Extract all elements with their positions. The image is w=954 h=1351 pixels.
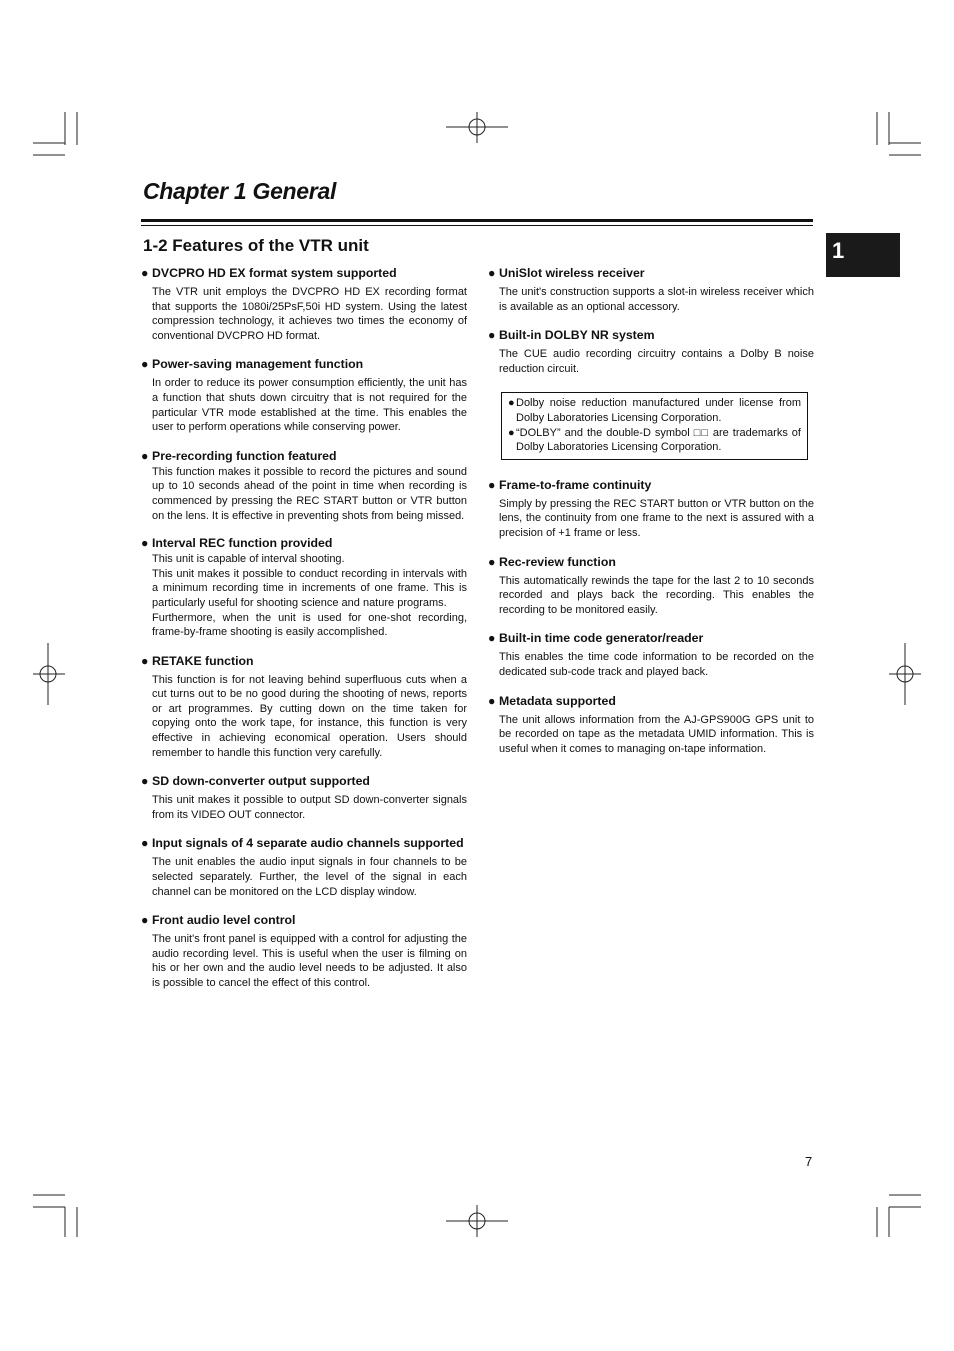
feature-front-audio-level <box>141 913 467 990</box>
feature-heading: ● Interval REC function provided <box>141 536 333 551</box>
feature-heading: ● SD down-converter output supported <box>141 774 370 789</box>
feature-body: This enables the time code information to be recorded on the dedicated sub-code track and played back. <box>499 651 814 678</box>
feature-dvcpro-hd-ex <box>141 266 467 343</box>
page-number: 7 <box>805 1154 813 1169</box>
feature-time-code <box>488 631 814 679</box>
bullet-icon: ● <box>141 448 149 463</box>
bullet-icon: ● <box>141 836 149 851</box>
feature-heading: ● Front audio level control <box>141 913 296 928</box>
feature-body: The unit allows information from the AJ-GPS900G GPS unit to be recorded on tape as the metadata UMID information. This is useful when it comes to managing on-tape information. <box>499 713 814 755</box>
left-column <box>141 266 467 991</box>
double-d-symbol-icon: □□ <box>693 426 709 439</box>
feature-audio-channels <box>141 836 467 899</box>
title-rule-thick <box>141 219 813 222</box>
feature-heading: ● Pre-recording function featured <box>141 448 337 463</box>
bullet-icon: ● <box>508 397 515 410</box>
feature-body: The VTR unit employs the DVCPRO HD EX recording format that supports the 1080i/25PsF,50i HD system. Using the latest compression technology, it achieves two times the economy of conventional DVCPRO HD format. <box>152 286 467 342</box>
feature-power-saving <box>141 357 467 434</box>
feature-dolby-nr <box>488 328 814 376</box>
feature-heading: ● UniSlot wireless receiver <box>488 266 645 280</box>
section-title: 1-2 Features of the VTR unit <box>143 236 369 255</box>
feature-sd-down-converter <box>141 774 467 822</box>
feature-body: Simply by pressing the REC START button or VTR button on the lens, the continuity from one frame to the next is assured with a precision of +1 frame or less. <box>499 497 814 539</box>
bullet-icon: ● <box>141 653 149 668</box>
bullet-icon: ● <box>488 266 496 280</box>
feature-heading: ● Built-in time code generator/reader <box>488 631 704 646</box>
feature-body: The unit's construction supports a slot-in wireless receiver which is available as an optional accessory. <box>499 286 814 313</box>
feature-heading: ● Metadata supported <box>488 693 616 708</box>
bullet-icon: ● <box>488 477 496 492</box>
feature-body: This function makes it possible to record the pictures and sound up to 10 seconds ahead of the point in time when recording is commenced by pressing the REC START button or VTR button on the lens. It is effective in preventing shots from being missed. <box>152 465 467 522</box>
feature-body: This automatically rewinds the tape for the last 2 to 10 seconds recorded and plays back the recording. This enables the recording to be monitored easily. <box>499 574 814 616</box>
bullet-icon: ● <box>488 631 496 646</box>
feature-body: The unit enables the audio input signals in four channels to be selected separately. Further, the level of the signal in each channel can be monitored on the LCD display window. <box>152 856 467 898</box>
bullet-icon: ● <box>488 328 496 343</box>
bullet-icon: ● <box>141 357 149 372</box>
feature-heading: ● Frame-to-frame continuity <box>488 477 652 492</box>
note-line: ● Dolby noise reduction manufactured under license from Dolby Laboratories Licensing Corporation. <box>508 397 801 424</box>
title-rule-thin <box>141 225 813 226</box>
feature-frame-continuity <box>488 478 814 541</box>
feature-body: In order to reduce its power consumption efficiently, the unit has a function that shuts down circuitry that is not required for the particular VTR mode established at the time. This enables the user to perform operations while conserving power. <box>152 377 467 434</box>
feature-unislot <box>488 266 814 314</box>
bullet-icon: ● <box>141 266 149 280</box>
chapter-tab: 1 <box>826 233 900 277</box>
feature-heading: ● RETAKE function <box>141 653 254 668</box>
feature-heading: ● Rec-review function <box>488 554 616 569</box>
feature-heading: ● Power-saving management function <box>141 357 364 372</box>
bullet-icon: ● <box>488 554 496 569</box>
feature-body: This unit is capable of interval shooting. This unit makes it possible to conduct recording in intervals with a minimum recording time in increments of one frame. This is particularly useful for shooting science and nature programs. Furthermore, when the unit is used for one-shot recording, frame-by-frame shooting is easily accomplished. <box>152 553 467 639</box>
chapter-title: Chapter 1 General <box>143 178 337 204</box>
bullet-icon: ● <box>141 774 149 789</box>
feature-heading: ● DVCPRO HD EX format system supported <box>141 266 397 280</box>
right-column <box>488 266 814 756</box>
bullet-icon: ● <box>141 913 149 928</box>
feature-interval-rec <box>141 536 467 640</box>
feature-body: The unit's front panel is equipped with a control for adjusting the audio recording level. This is useful when the user is filming on his or her own and the audio level needs to be adjusted. It also is possible to cancel the effect of this control. <box>152 933 467 989</box>
bullet-icon: ● <box>508 426 515 439</box>
feature-heading: ● Built-in DOLBY NR system <box>488 328 655 343</box>
feature-body: The CUE audio recording circuitry contains a Dolby B noise reduction circuit. <box>499 348 814 375</box>
note-line: ● “DOLBY” and the double-D symbol □□ are trademarks of Dolby Laboratories Licensing Corporation. <box>508 426 801 454</box>
dolby-note-box <box>501 392 808 459</box>
feature-rec-review <box>488 555 814 618</box>
feature-body: This unit makes it possible to output SD down-converter signals from its VIDEO OUT connector. <box>152 794 467 821</box>
feature-body: This function is for not leaving behind superfluous cuts when a cut turns out to be no good during the shooting of news, reports or art programmes. By cutting down on the time taken for copying onto the work tape, for instance, this function is very effective in achieving economical operation. Users should remember to handle this function very carefully. <box>152 673 467 759</box>
bullet-icon: ● <box>488 693 496 708</box>
feature-retake <box>141 654 467 761</box>
feature-metadata <box>488 694 814 757</box>
bullet-icon: ● <box>141 536 149 551</box>
feature-pre-recording <box>141 449 467 523</box>
feature-heading: ● Input signals of 4 separate audio channels supported <box>141 836 464 851</box>
